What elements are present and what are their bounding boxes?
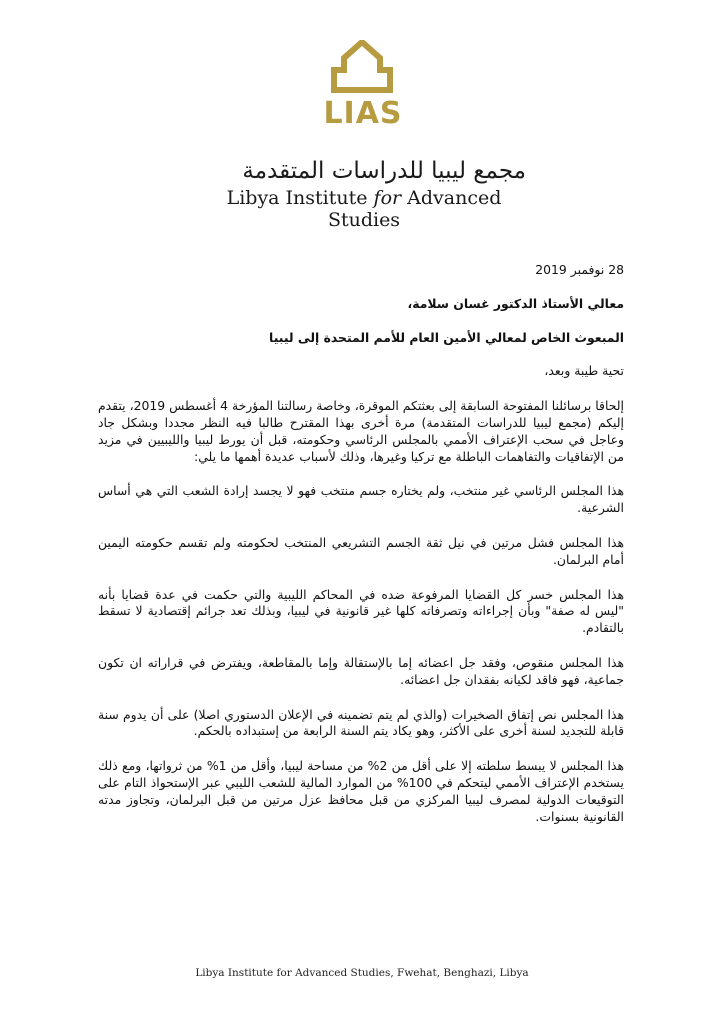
org-name-english-part2: Advanced Studies [327,187,502,231]
greeting: تحية طيبة وبعد، [544,363,624,379]
paragraph-reason-1: هذا المجلس الرئاسي غير منتخب، ولم يختاره جسم منتخب فهو لا يجسد إرادة الشعب التي هي أساس الشرعية. [98,483,624,516]
recipient-title: المبعوث الخاص لمعالي الأمين العام للأمم المتحدة إلى ليبيا [269,329,624,345]
org-name-english [194,187,534,231]
paragraph-reason-3: هذا المجلس خسر كل القضايا المرفوعة ضده في المحاكم الليبية والتي حكمت في عدة قضايا بأنه "ليس له صفة" وبأن إجراءاته وتصرفاته كلها غير قانونية في ليبيا، وبذلك تعد جرائم إقتصادية لا تسقط بالتقادم. [98,586,624,636]
letter-body [98,262,624,825]
recipient-name: معالي الأستاذ الدكتور غسان سلامة، [407,295,624,311]
institute-logo [0,40,724,140]
footer-address: Libya Institute for Advanced Studies, Fwehat, Benghazi, Libya [195,967,529,979]
paragraph-reason-6: هذا المجلس لا يبسط سلطته إلا على أقل من 2% من مساحة ليبيا، وأقل من 1% من ثرواتها، ومع ذلك يستخدم الإعتراف الأممي ليتحكم في 100% من الموارد المالية للشعب الليبي عبر الإستحواذ التام على التوقيعات الدولية لمصرف ليبيا المركزي من قبل محافظ عزل مرتين من قبل البرلمان، وتجاوز مدته القانونية بسنوات. [98,758,625,824]
paragraph-reason-2: هذا المجلس فشل مرتين في نيل ثقة الجسم التشريعي المنتخب لحكومته ولم تقسم حكومته اليمين أمام البرلمان. [98,534,624,567]
paragraph-intro: إلحاقا برسائلنا المفتوحة السابقة إلى بعثتكم الموقرة، وخاصة رسالتنا المؤرخة 4 أغسطس 2019، يتقدم إليكم (مجمع ليبيا للدراسات المتقدمة) مرة أخرى بهذا المقترح طالبا فيه النظر مجددا وبشكل جاد وعاجل في سحب الإعتراف الأممي بالمجلس الرئاسي وحكومته، قبل أن يورط ليبيا والليبيين في مزيد من الإتفاقيات والتفاهمات الباطلة مع تركيا وغيرها، وذلك لأسباب عديدة أهمها ما يلي: [98,398,624,464]
paragraph-reason-5: هذا المجلس نص إتفاق الصخيرات (والذي لم يتم تضمينه في الإعلان الدستوري اصلا) على أن يدوم سنة قابلة للتجديد لسنة أخرى على الأكثر، وهو يكاد يتم السنة الرابعة من إستبداده بالحكم. [98,706,624,739]
paragraph-reason-4: هذا المجلس منقوص، وفقد جل اعضائه إما بالإستقالة وإما بالمقاطعة، ويفترض في قراراته ان تكون جماعية، فهو فاقد لكيانه بفقدان جل اعضائه. [98,654,624,687]
letter-date: 28 نوفمبر 2019 [535,262,624,277]
logo-acronym: LIAS [323,96,403,131]
org-name-arabic: مجمع ليبيا للدراسات المتقدمة [242,158,526,184]
org-name-english-part1: Libya Institute [226,187,374,209]
org-name-english-italic: for [373,187,402,209]
